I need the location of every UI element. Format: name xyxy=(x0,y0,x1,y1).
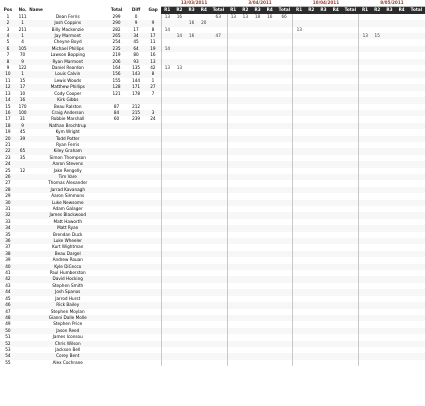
row-pos: 39 xyxy=(5,257,11,263)
row-gap: 17 xyxy=(145,33,161,39)
row-pos: 5 xyxy=(6,39,10,45)
row-pos: 40 xyxy=(0,264,16,270)
row-gap: 16 xyxy=(150,52,156,58)
row-pos: 44 xyxy=(0,289,16,295)
row-pos: 48 xyxy=(0,315,16,321)
row-rider-name: Nathan Brochtrup xyxy=(29,123,106,129)
row-rider-name: David Hocking xyxy=(29,276,106,282)
row-number: 17 xyxy=(16,84,29,90)
row-diff: 17 xyxy=(133,26,139,32)
row-pos: 12 xyxy=(0,84,16,90)
row-total: 219 xyxy=(112,52,121,58)
round-1-col-total: Total xyxy=(210,7,227,14)
row-gap: 8 xyxy=(145,71,161,77)
round-1-cell xyxy=(198,360,210,366)
row-total: 290 xyxy=(106,20,127,26)
row-pos: 45 xyxy=(5,295,11,301)
row-gap: 11 xyxy=(150,39,156,45)
row-diff: 34 xyxy=(127,33,145,39)
row-gap: 13 xyxy=(145,59,161,65)
row-pos: 20 xyxy=(0,136,16,142)
row-pos: 52 xyxy=(0,341,16,347)
round-4-cell xyxy=(371,360,383,366)
row-rider-name: Todd Potter xyxy=(29,136,106,142)
row-diff: 143 xyxy=(127,71,145,77)
row-number: 65 xyxy=(16,148,29,154)
row-diff xyxy=(127,360,145,366)
round-3-cell: 13 xyxy=(293,27,305,33)
row-rider-name: Kiley Graham xyxy=(29,148,106,154)
row-rider-name: Jarrod Hurst xyxy=(55,295,81,301)
row-number: 12 xyxy=(19,167,26,173)
row-total: 299 xyxy=(112,13,121,19)
round-1-cell: 16 xyxy=(176,13,183,19)
round-2-col-r2: R2 xyxy=(239,7,251,14)
row-diff: 171 xyxy=(127,84,145,90)
row-number: 16 xyxy=(16,97,29,103)
round-1-col-r4: R4 xyxy=(198,7,210,14)
row-diff: 144 xyxy=(132,77,141,83)
round-2-cell: 13 xyxy=(227,14,239,20)
row-rider-name: Adam Galager xyxy=(52,206,83,211)
round-1-cell: 20 xyxy=(198,20,210,26)
col-no: No. xyxy=(18,7,27,13)
row-gap: 9 xyxy=(145,20,161,26)
row-rider-name: Matt Haworth xyxy=(53,218,82,224)
row-pos: 51 xyxy=(5,334,11,340)
row-rider-name: Louis Calvin xyxy=(29,71,106,77)
round-1-cell: 47 xyxy=(210,33,227,39)
row-pos: 23 xyxy=(5,154,11,160)
round-1-cell xyxy=(185,360,197,366)
row-pos: 50 xyxy=(0,328,16,334)
round-1-col-r1: R1 xyxy=(161,7,173,14)
row-pos: 36 xyxy=(0,238,16,244)
row-pos: 33 xyxy=(5,218,11,224)
row-pos: 14 xyxy=(0,97,16,103)
round-1-cell: 16 xyxy=(185,33,197,39)
round-3-cell xyxy=(317,360,329,366)
row-pos: 46 xyxy=(0,302,16,308)
row-pos: 21 xyxy=(5,141,11,147)
row-pos: 22 xyxy=(0,148,16,154)
table-row xyxy=(0,360,425,366)
round-1-cell: 13 xyxy=(161,65,173,71)
row-total: 282 xyxy=(112,26,121,32)
col-name: Name xyxy=(29,7,43,13)
row-gap: 27 xyxy=(145,84,161,90)
row-total: 254 xyxy=(112,39,121,45)
row-rider-name: Stephen Smith xyxy=(52,282,84,288)
row-pos: 9 xyxy=(6,65,10,71)
round-3-col-r3: R3 xyxy=(317,7,329,14)
round-1-cell: 63 xyxy=(215,13,221,19)
row-rider-name: Kurt Wightman xyxy=(52,244,84,250)
row-rider-name: Jay Marmont xyxy=(29,33,106,39)
round-2-col-r4: R4 xyxy=(264,7,276,14)
round-2-cell xyxy=(264,360,276,366)
row-number: 1 xyxy=(16,71,29,77)
round-1-col-r2: R2 xyxy=(173,7,185,14)
col-gap: Gap xyxy=(148,7,158,13)
round-4-cell xyxy=(359,360,371,366)
row-number: 111 xyxy=(18,13,27,19)
row-pos: 6 xyxy=(0,46,16,52)
row-number: 31 xyxy=(19,116,26,122)
row-gap: 1 xyxy=(151,77,155,83)
round-3-col-r1: R1 xyxy=(293,7,305,14)
round-4-cell xyxy=(383,360,395,366)
row-rider-name: Kirk Gibbs xyxy=(29,97,106,103)
row-rider-name: Thomas Alexander xyxy=(48,180,88,186)
row-rider-name: Ryan Marmont xyxy=(29,59,106,65)
row-pos: 53 xyxy=(5,346,11,352)
row-pos: 7 xyxy=(6,52,10,58)
row-number xyxy=(16,360,29,366)
round-date-header-row xyxy=(0,0,425,7)
row-diff: 45 xyxy=(133,39,139,45)
row-gap: 8 xyxy=(151,26,155,32)
row-total: 235 xyxy=(106,46,127,52)
col-total: Total xyxy=(110,7,123,13)
round-1-col-r3: R3 xyxy=(185,7,197,14)
round-2-cell: 66 xyxy=(281,13,287,19)
round-1-cell: 14 xyxy=(161,27,173,33)
row-pos: 35 xyxy=(5,231,11,237)
col-diff: Diff xyxy=(131,7,141,13)
row-total: 155 xyxy=(112,77,121,83)
row-gap: 42 xyxy=(150,65,156,71)
round-1-cell xyxy=(210,360,227,366)
row-pos: 54 xyxy=(0,353,16,359)
row-total: 265 xyxy=(106,33,127,39)
round-4-date: 8/05/2011 xyxy=(359,0,425,7)
row-number: 70 xyxy=(19,52,26,58)
row-gap: 7 xyxy=(151,90,155,96)
row-diff: 64 xyxy=(127,46,145,52)
row-total: 206 xyxy=(106,59,127,65)
row-rider-name: Tim Vare xyxy=(29,174,106,180)
round-3-col-r2: R2 xyxy=(305,7,317,14)
column-header-row xyxy=(0,7,425,14)
row-rider-name: James Iconsou xyxy=(52,334,83,340)
row-rider-name: Beau Dargel xyxy=(29,251,106,257)
round-3-cell xyxy=(293,360,305,366)
row-gap xyxy=(145,360,161,366)
row-rider-name: Josh Coppins xyxy=(29,20,106,26)
row-pos: 4 xyxy=(0,33,16,39)
row-total: 60 xyxy=(113,116,120,122)
row-diff: 0 xyxy=(134,13,138,19)
row-rider-name: Stephen Price xyxy=(53,321,83,327)
row-number: 15 xyxy=(19,77,26,83)
row-pos: 11 xyxy=(5,77,11,83)
row-gap: 19 xyxy=(145,46,161,52)
row-number: 122 xyxy=(18,65,27,71)
row-diff: 135 xyxy=(132,65,141,71)
row-number: 45 xyxy=(19,129,26,135)
round-2-col-r1: R1 xyxy=(227,7,239,14)
row-rider-name: Simon Thompson xyxy=(49,154,86,160)
row-rider-name: Billy Mackenzie xyxy=(51,26,84,32)
row-rider-name: Cody Cooper xyxy=(54,90,82,96)
row-pos: 29 xyxy=(5,193,11,199)
row-rider-name: Josh Spanos xyxy=(29,289,106,295)
row-pos: 28 xyxy=(0,187,16,193)
row-rider-name: Jarrad Kavanagh xyxy=(29,187,106,193)
row-rider-name: Ryan Ferris xyxy=(56,141,80,147)
row-pos: 3 xyxy=(6,26,10,32)
row-number: 105 xyxy=(16,46,29,52)
row-total: 164 xyxy=(112,65,121,71)
round-3-cell xyxy=(342,360,359,366)
row-pos: 30 xyxy=(0,200,16,206)
row-rider-name: Paul Humberston xyxy=(49,270,86,276)
row-number: 1 xyxy=(16,20,29,26)
round-3-cell xyxy=(330,360,342,366)
row-pos: 31 xyxy=(5,206,11,211)
row-pos: 8 xyxy=(0,59,16,65)
round-4-col-r1: R1 xyxy=(359,7,371,14)
row-pos: 27 xyxy=(5,180,11,186)
round-4-cell: 13 xyxy=(359,33,371,39)
row-number: 35 xyxy=(19,154,26,160)
row-rider-name: Matt Ryan xyxy=(29,225,106,231)
row-diff: 93 xyxy=(127,59,145,65)
row-rider-name: Dean Ferris xyxy=(55,13,80,19)
row-rider-name: Kyle DiCecco xyxy=(29,264,106,270)
row-pos: 38 xyxy=(0,251,16,257)
round-1-cell: 13 xyxy=(161,14,173,20)
round-2-cell: 16 xyxy=(267,13,273,19)
row-rider-name: Beau Ralston xyxy=(53,103,82,109)
row-diff: 215 xyxy=(127,110,145,116)
row-diff: 80 xyxy=(133,52,139,58)
row-pos: 49 xyxy=(5,321,11,327)
col-pos: Pos xyxy=(3,7,13,13)
round-2-col-r3: R3 xyxy=(251,7,263,14)
row-rider-name: Luke Wheeler xyxy=(29,238,106,244)
round-1-cell: 16 xyxy=(185,20,197,26)
round-1-cell: 13 xyxy=(176,65,183,71)
row-rider-name: Andrew Rouan xyxy=(52,257,83,263)
row-gap: 3 xyxy=(145,110,161,116)
row-diff: 9 xyxy=(127,20,145,26)
row-rider-name: Aaron Simmons xyxy=(51,193,85,199)
round-2-cell xyxy=(239,360,251,366)
row-rider-name: Corey Bent xyxy=(29,353,106,359)
row-rider-name: Gianni Dalle Molle xyxy=(29,315,106,321)
row-number: 9 xyxy=(16,123,29,129)
row-rider-name: Jason Reed xyxy=(29,328,106,334)
round-2-cell: 18 xyxy=(254,13,261,19)
row-pos: 42 xyxy=(0,276,16,282)
round-3-date: 10/04/2011 xyxy=(293,0,359,7)
row-pos: 16 xyxy=(0,110,16,116)
round-4-cell xyxy=(396,360,408,366)
row-number: 4 xyxy=(21,39,24,45)
row-number: 10 xyxy=(19,90,26,96)
row-pos: 32 xyxy=(0,212,16,218)
row-pos: 43 xyxy=(5,282,11,288)
row-rider-name: Lawson Bopping xyxy=(50,52,85,58)
row-diff: 239 xyxy=(132,116,141,122)
row-rider-name: Luke Newsome xyxy=(29,200,106,206)
row-gap: 24 xyxy=(150,116,156,122)
row-rider-name: Robbie Marshall xyxy=(51,116,85,122)
row-pos: 13 xyxy=(5,90,11,96)
round-3-col-total: Total xyxy=(342,7,359,14)
row-rider-name: Brendan Duck xyxy=(52,231,83,237)
round-1-cell: 14 xyxy=(161,46,173,52)
round-4-col-r3: R3 xyxy=(383,7,395,14)
round-4-col-total: Total xyxy=(408,7,425,14)
row-pos: 25 xyxy=(5,167,11,173)
round-2-date: 3/04/2011 xyxy=(227,0,293,7)
row-pos: 34 xyxy=(0,225,16,231)
row-number: 9 xyxy=(16,59,29,65)
row-pos: 26 xyxy=(0,174,16,180)
row-total xyxy=(106,360,127,366)
round-4-cell: 15 xyxy=(371,33,383,39)
round-2-cell xyxy=(251,360,263,366)
round-2-cell xyxy=(227,360,239,366)
round-3-col-r4: R4 xyxy=(330,7,342,14)
row-number: 39 xyxy=(16,136,29,142)
row-rider-name: Kym Wright xyxy=(55,129,80,135)
round-2-cell: 13 xyxy=(242,13,248,19)
row-pos: 41 xyxy=(5,270,11,276)
row-rider-name: Jake Rengelly xyxy=(53,167,82,173)
round-3-cell xyxy=(305,360,317,366)
row-rider-name: Daniel Reardon xyxy=(51,65,84,71)
row-pos: 2 xyxy=(0,20,16,26)
row-total: 156 xyxy=(106,71,127,77)
round-4-cell xyxy=(408,360,425,366)
row-number: 170 xyxy=(18,103,27,109)
row-rider-name: Craig Anderson xyxy=(29,110,106,116)
row-pos: 18 xyxy=(0,123,16,129)
round-1-date: 13/03/2011 xyxy=(161,0,227,7)
row-rider-name: Chris Wilson xyxy=(29,341,106,347)
row-rider-name: Stephen Moylan xyxy=(50,308,85,314)
row-rider-name: Aaron Stevens xyxy=(29,161,106,167)
row-rider-name: James Blackwood xyxy=(29,212,106,218)
row-rider-name: Michael Phillips xyxy=(29,46,106,52)
row-total: 128 xyxy=(106,84,127,90)
round-1-cell xyxy=(173,360,185,366)
round-2-col-total: Total xyxy=(276,7,293,14)
row-rider-name: Alex Cochrane xyxy=(52,359,83,365)
row-pos: 47 xyxy=(5,308,11,314)
row-rider-name: Rick Bailey xyxy=(29,302,106,308)
row-pos: 37 xyxy=(5,244,11,250)
row-total: 121 xyxy=(112,90,121,96)
row-pos: 15 xyxy=(5,103,11,109)
row-diff: 212 xyxy=(132,103,141,109)
row-rider-name: Cheyne Boyd xyxy=(53,39,82,45)
row-pos: 17 xyxy=(5,116,11,122)
row-pos: 1 xyxy=(6,13,10,19)
round-1-cell xyxy=(161,360,173,366)
row-pos: 24 xyxy=(0,161,16,167)
row-rider-name: Jackson Bell xyxy=(55,346,81,352)
row-total: 87 xyxy=(113,103,120,109)
row-number: 100 xyxy=(16,110,29,116)
header-spacer xyxy=(0,0,161,7)
row-number: 211 xyxy=(18,26,27,32)
row-total: 84 xyxy=(106,110,127,116)
round-2-cell xyxy=(276,360,293,366)
row-pos: 55 xyxy=(5,359,11,365)
standings-body xyxy=(0,14,425,366)
round-4-col-r2: R2 xyxy=(371,7,383,14)
round-1-cell: 14 xyxy=(173,33,185,39)
row-number: 1 xyxy=(16,33,29,39)
round-4-col-r4: R4 xyxy=(396,7,408,14)
row-pos: 19 xyxy=(5,129,11,135)
row-pos: 10 xyxy=(0,71,16,77)
row-diff: 178 xyxy=(132,90,141,96)
row-rider-name: Lewis Woods xyxy=(54,77,82,83)
row-rider-name: Matthew Phillips xyxy=(29,84,106,90)
